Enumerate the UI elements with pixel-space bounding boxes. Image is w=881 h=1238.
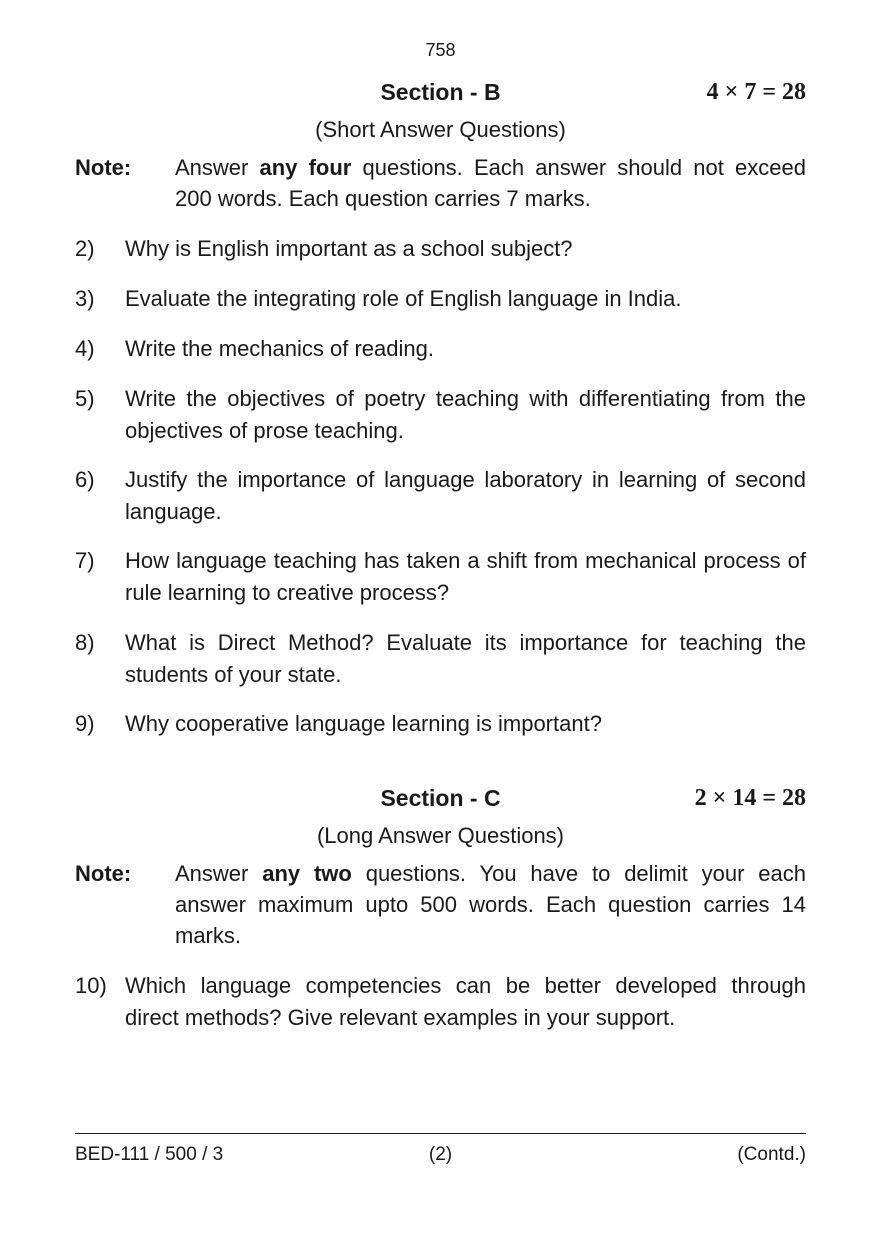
question-8 [75, 627, 806, 690]
note-text: Answer any two questions. You have to delimit your each answer maximum upto 500 words. Each question carries 14 marks. [175, 861, 806, 948]
question-number: 5) [75, 386, 95, 411]
note-label: Note: [75, 155, 132, 180]
section-c-title: Section - C [380, 785, 501, 811]
question-4 [75, 333, 806, 365]
page-number: 758 [425, 40, 456, 60]
paper-code: BED-111 / 500 / 3 [75, 1144, 224, 1165]
question-number: 4) [75, 336, 95, 361]
question-text: Write the mechanics of reading. [125, 336, 434, 361]
question-6 [75, 464, 806, 527]
question-number: 9) [75, 711, 95, 736]
question-text: Write the objectives of poetry teaching with differentiating from the objectives of prose teaching. [125, 386, 806, 443]
section-b-title: Section - B [380, 79, 501, 105]
question-5 [75, 383, 806, 446]
section-b-subtitle: (Short Answer Questions) [315, 117, 566, 142]
question-number: 10) [75, 973, 107, 998]
question-number: 6) [75, 467, 95, 492]
exam-page [75, 0, 806, 1238]
section-c-header [75, 785, 806, 815]
section-b-header [75, 79, 806, 109]
section-b-marks: 4 × 7 = 28 [706, 79, 806, 105]
question-9 [75, 708, 806, 740]
question-text: What is Direct Method? Evaluate its importance for teaching the students of your state. [125, 630, 806, 687]
question-text: Which language competencies can be better developed through direct methods? Give relevant examples in your support. [125, 973, 806, 1030]
footer-divider [75, 1133, 806, 1134]
note-emphasis: any two [262, 861, 352, 886]
question-7 [75, 545, 806, 608]
question-text: Evaluate the integrating role of English language in India. [125, 286, 682, 311]
note-text: Answer any four questions. Each answer should not exceed 200 words. Each question carries 7 marks. [175, 155, 806, 211]
footer [75, 1144, 806, 1168]
footer-page-number: (2) [428, 1144, 453, 1165]
question-number: 3) [75, 286, 95, 311]
question-2 [75, 233, 806, 265]
question-10 [75, 970, 806, 1033]
question-text: How language teaching has taken a shift from mechanical process of rule learning to creative process? [125, 548, 806, 605]
section-c-subtitle: (Long Answer Questions) [316, 823, 565, 848]
question-number: 8) [75, 630, 95, 655]
question-text: Justify the importance of language laboratory in learning of second language. [125, 467, 806, 524]
question-3 [75, 283, 806, 315]
note-label: Note: [75, 861, 132, 886]
question-number: 7) [75, 548, 95, 573]
question-number: 2) [75, 236, 95, 261]
contd-label: (Contd.) [737, 1144, 806, 1165]
section-c-note [75, 858, 806, 951]
section-c-marks: 2 × 14 = 28 [694, 785, 806, 811]
question-text: Why is English important as a school subject? [125, 236, 573, 261]
question-text: Why cooperative language learning is important? [125, 711, 602, 736]
section-b-note [75, 152, 806, 214]
note-emphasis: any four [259, 155, 352, 180]
